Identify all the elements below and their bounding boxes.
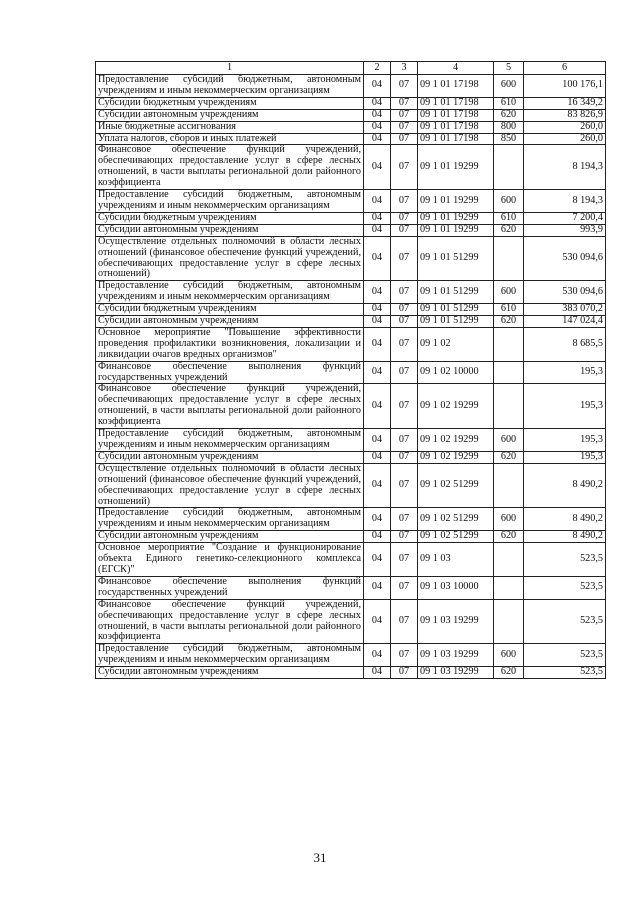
row-subsection-cell: 07 xyxy=(391,190,418,213)
row-section-cell: 04 xyxy=(364,121,391,133)
row-subsection-cell: 07 xyxy=(391,429,418,452)
row-section-cell: 04 xyxy=(364,281,391,304)
row-expense-type-cell: 610 xyxy=(494,304,524,316)
row-subsection-cell: 07 xyxy=(391,281,418,304)
row-section-cell: 04 xyxy=(364,576,391,599)
row-amount-cell: 383 070,2 xyxy=(524,304,606,316)
row-name-cell: Финансовое обеспечение функций учреждений, обеспечивающих предоставление услуг в сфере лесных отношений, в части выплаты региональной доли районного коэффициента xyxy=(96,384,364,429)
row-subsection-cell: 07 xyxy=(391,97,418,109)
table-row xyxy=(96,531,606,543)
row-name-cell: Субсидии автономным учреждениям xyxy=(96,316,364,328)
budget-table xyxy=(95,61,606,679)
row-subsection-cell: 07 xyxy=(391,599,418,644)
row-target-article-cell: 09 1 02 19299 xyxy=(418,384,494,429)
row-target-article-cell: 09 1 02 51299 xyxy=(418,531,494,543)
row-subsection-cell: 07 xyxy=(391,543,418,577)
table-row xyxy=(96,361,606,384)
row-name-cell: Субсидии автономным учреждениям xyxy=(96,451,364,463)
row-name-cell: Предоставление субсидий бюджетным, автономным учреждениям и иным некоммерческим организациям xyxy=(96,281,364,304)
row-subsection-cell: 07 xyxy=(391,304,418,316)
table-row xyxy=(96,384,606,429)
row-expense-type-cell xyxy=(494,236,524,281)
row-amount-cell: 523,5 xyxy=(524,576,606,599)
row-target-article-cell: 09 1 01 19299 xyxy=(418,190,494,213)
row-amount-cell: 260,0 xyxy=(524,133,606,145)
row-expense-type-cell xyxy=(494,384,524,429)
row-amount-cell: 993,9 xyxy=(524,224,606,236)
row-subsection-cell: 07 xyxy=(391,508,418,531)
table-row xyxy=(96,75,606,98)
row-section-cell: 04 xyxy=(364,644,391,667)
table-row xyxy=(96,451,606,463)
row-section-cell: 04 xyxy=(364,145,391,190)
row-name-cell: Предоставление субсидий бюджетным, автономным учреждениям и иным некоммерческим организациям xyxy=(96,75,364,98)
column-header: 6 xyxy=(524,62,606,75)
row-target-article-cell: 09 1 01 19299 xyxy=(418,212,494,224)
row-amount-cell: 523,5 xyxy=(524,644,606,667)
row-target-article-cell: 09 1 01 51299 xyxy=(418,316,494,328)
table-row xyxy=(96,109,606,121)
row-section-cell: 04 xyxy=(364,508,391,531)
row-expense-type-cell: 620 xyxy=(494,451,524,463)
table-row xyxy=(96,316,606,328)
row-target-article-cell: 09 1 01 17198 xyxy=(418,121,494,133)
row-target-article-cell: 09 1 01 17198 xyxy=(418,97,494,109)
row-subsection-cell: 07 xyxy=(391,384,418,429)
row-amount-cell: 195,3 xyxy=(524,384,606,429)
row-expense-type-cell xyxy=(494,543,524,577)
row-target-article-cell: 09 1 03 19299 xyxy=(418,599,494,644)
row-target-article-cell: 09 1 01 17198 xyxy=(418,75,494,98)
row-amount-cell: 100 176,1 xyxy=(524,75,606,98)
row-name-cell: Предоставление субсидий бюджетным, автономным учреждениям и иным некоммерческим организациям xyxy=(96,429,364,452)
row-target-article-cell: 09 1 02 10000 xyxy=(418,361,494,384)
row-subsection-cell: 07 xyxy=(391,576,418,599)
row-amount-cell: 8 685,5 xyxy=(524,327,606,361)
row-subsection-cell: 07 xyxy=(391,463,418,508)
row-section-cell: 04 xyxy=(364,316,391,328)
row-name-cell: Субсидии автономным учреждениям xyxy=(96,224,364,236)
table-row xyxy=(96,667,606,679)
row-expense-type-cell: 620 xyxy=(494,109,524,121)
table-row xyxy=(96,97,606,109)
row-expense-type-cell: 620 xyxy=(494,316,524,328)
row-target-article-cell: 09 1 01 19299 xyxy=(418,224,494,236)
row-expense-type-cell xyxy=(494,327,524,361)
row-expense-type-cell: 610 xyxy=(494,212,524,224)
table-row xyxy=(96,304,606,316)
table-row xyxy=(96,212,606,224)
column-header: 2 xyxy=(364,62,391,75)
row-subsection-cell: 07 xyxy=(391,236,418,281)
row-name-cell: Осуществление отдельных полномочий в области лесных отношений (финансовое обеспечение функций учреждений, обеспечивающих предоставление услуг в сфере лесных отношений) xyxy=(96,463,364,508)
row-name-cell: Предоставление субсидий бюджетным, автономным учреждениям и иным некоммерческим организациям xyxy=(96,190,364,213)
row-subsection-cell: 07 xyxy=(391,75,418,98)
row-amount-cell: 8 490,2 xyxy=(524,531,606,543)
column-header: 5 xyxy=(494,62,524,75)
row-expense-type-cell xyxy=(494,361,524,384)
table-row xyxy=(96,576,606,599)
row-name-cell: Финансовое обеспечение функций учреждений, обеспечивающих предоставление услуг в сфере лесных отношений, в части выплаты региональной доли районного коэффициента xyxy=(96,599,364,644)
row-amount-cell: 195,3 xyxy=(524,429,606,452)
row-expense-type-cell: 600 xyxy=(494,429,524,452)
table-row xyxy=(96,133,606,145)
row-expense-type-cell: 800 xyxy=(494,121,524,133)
row-name-cell: Субсидии автономным учреждениям xyxy=(96,109,364,121)
row-amount-cell: 8 490,2 xyxy=(524,463,606,508)
row-subsection-cell: 07 xyxy=(391,327,418,361)
row-amount-cell: 8 194,3 xyxy=(524,190,606,213)
table-row xyxy=(96,429,606,452)
row-name-cell: Основное мероприятие "Создание и функционирование объекта Единого генетико-селекционного комплекса (ЕГСК)" xyxy=(96,543,364,577)
row-name-cell: Основное мероприятие "Повышение эффективности проведения профилактики возникновения, локализации и ликвидации очагов вредных организмов" xyxy=(96,327,364,361)
column-header: 1 xyxy=(96,62,364,75)
row-target-article-cell: 09 1 02 19299 xyxy=(418,451,494,463)
row-subsection-cell: 07 xyxy=(391,451,418,463)
row-name-cell: Субсидии автономным учреждениям xyxy=(96,531,364,543)
row-name-cell: Субсидии автономным учреждениям xyxy=(96,667,364,679)
row-expense-type-cell: 600 xyxy=(494,644,524,667)
row-amount-cell: 530 094,6 xyxy=(524,236,606,281)
row-section-cell: 04 xyxy=(364,97,391,109)
row-subsection-cell: 07 xyxy=(391,531,418,543)
row-target-article-cell: 09 1 01 17198 xyxy=(418,109,494,121)
column-header: 3 xyxy=(391,62,418,75)
row-section-cell: 04 xyxy=(364,304,391,316)
row-section-cell: 04 xyxy=(364,429,391,452)
row-name-cell: Уплата налогов, сборов и иных платежей xyxy=(96,133,364,145)
row-name-cell: Предоставление субсидий бюджетным, автономным учреждениям и иным некоммерческим организациям xyxy=(96,644,364,667)
table-row xyxy=(96,644,606,667)
row-section-cell: 04 xyxy=(364,531,391,543)
table-row xyxy=(96,463,606,508)
table-row xyxy=(96,599,606,644)
row-amount-cell: 523,5 xyxy=(524,599,606,644)
row-subsection-cell: 07 xyxy=(391,644,418,667)
row-name-cell: Иные бюджетные ассигнования xyxy=(96,121,364,133)
row-name-cell: Субсидии бюджетным учреждениям xyxy=(96,97,364,109)
row-amount-cell: 83 826,9 xyxy=(524,109,606,121)
row-subsection-cell: 07 xyxy=(391,667,418,679)
row-section-cell: 04 xyxy=(364,327,391,361)
row-expense-type-cell: 600 xyxy=(494,281,524,304)
table-row xyxy=(96,224,606,236)
row-amount-cell: 16 349,2 xyxy=(524,97,606,109)
row-section-cell: 04 xyxy=(364,190,391,213)
row-expense-type-cell: 850 xyxy=(494,133,524,145)
row-expense-type-cell: 600 xyxy=(494,508,524,531)
table-body xyxy=(96,62,606,679)
row-subsection-cell: 07 xyxy=(391,212,418,224)
table-row xyxy=(96,327,606,361)
row-section-cell: 04 xyxy=(364,384,391,429)
row-name-cell: Осуществление отдельных полномочий в области лесных отношений (финансовое обеспечение функций учреждений, обеспечивающих предоставление услуг в сфере лесных отношений) xyxy=(96,236,364,281)
row-target-article-cell: 09 1 03 19299 xyxy=(418,667,494,679)
row-expense-type-cell xyxy=(494,145,524,190)
page-number: 31 xyxy=(313,850,327,865)
row-name-cell: Субсидии бюджетным учреждениям xyxy=(96,212,364,224)
table-row xyxy=(96,121,606,133)
row-amount-cell: 523,5 xyxy=(524,667,606,679)
row-target-article-cell: 09 1 02 51299 xyxy=(418,508,494,531)
row-subsection-cell: 07 xyxy=(391,109,418,121)
row-section-cell: 04 xyxy=(364,599,391,644)
row-section-cell: 04 xyxy=(364,463,391,508)
row-subsection-cell: 07 xyxy=(391,361,418,384)
row-section-cell: 04 xyxy=(364,236,391,281)
row-expense-type-cell: 620 xyxy=(494,667,524,679)
row-section-cell: 04 xyxy=(364,212,391,224)
row-expense-type-cell: 600 xyxy=(494,75,524,98)
row-amount-cell: 523,5 xyxy=(524,543,606,577)
table-row xyxy=(96,543,606,577)
row-section-cell: 04 xyxy=(364,361,391,384)
row-amount-cell: 195,3 xyxy=(524,451,606,463)
row-name-cell: Финансовое обеспечение функций учреждений, обеспечивающих предоставление услуг в сфере лесных отношений, в части выплаты региональной доли районного коэффициента xyxy=(96,145,364,190)
table-header-row xyxy=(96,62,606,75)
row-target-article-cell: 09 1 01 51299 xyxy=(418,281,494,304)
row-subsection-cell: 07 xyxy=(391,145,418,190)
row-target-article-cell: 09 1 02 51299 xyxy=(418,463,494,508)
row-section-cell: 04 xyxy=(364,109,391,121)
row-amount-cell: 8 194,3 xyxy=(524,145,606,190)
row-section-cell: 04 xyxy=(364,75,391,98)
table-row xyxy=(96,508,606,531)
row-target-article-cell: 09 1 01 51299 xyxy=(418,236,494,281)
row-target-article-cell: 09 1 02 19299 xyxy=(418,429,494,452)
row-target-article-cell: 09 1 03 19299 xyxy=(418,644,494,667)
row-target-article-cell: 09 1 02 xyxy=(418,327,494,361)
row-expense-type-cell xyxy=(494,463,524,508)
row-subsection-cell: 07 xyxy=(391,133,418,145)
row-target-article-cell: 09 1 03 10000 xyxy=(418,576,494,599)
row-subsection-cell: 07 xyxy=(391,121,418,133)
row-name-cell: Финансовое обеспечение выполнения функций государственных учреждений xyxy=(96,361,364,384)
table-row xyxy=(96,190,606,213)
row-amount-cell: 147 024,4 xyxy=(524,316,606,328)
row-name-cell: Финансовое обеспечение выполнения функций государственных учреждений xyxy=(96,576,364,599)
row-expense-type-cell xyxy=(494,576,524,599)
row-section-cell: 04 xyxy=(364,451,391,463)
row-section-cell: 04 xyxy=(364,133,391,145)
row-target-article-cell: 09 1 01 19299 xyxy=(418,145,494,190)
row-amount-cell: 260,0 xyxy=(524,121,606,133)
row-expense-type-cell: 620 xyxy=(494,531,524,543)
row-expense-type-cell xyxy=(494,599,524,644)
row-amount-cell: 530 094,6 xyxy=(524,281,606,304)
row-subsection-cell: 07 xyxy=(391,224,418,236)
row-subsection-cell: 07 xyxy=(391,316,418,328)
row-expense-type-cell: 610 xyxy=(494,97,524,109)
row-target-article-cell: 09 1 01 51299 xyxy=(418,304,494,316)
row-amount-cell: 7 200,4 xyxy=(524,212,606,224)
row-expense-type-cell: 620 xyxy=(494,224,524,236)
row-amount-cell: 8 490,2 xyxy=(524,508,606,531)
row-section-cell: 04 xyxy=(364,224,391,236)
row-target-article-cell: 09 1 03 xyxy=(418,543,494,577)
row-section-cell: 04 xyxy=(364,667,391,679)
row-amount-cell: 195,3 xyxy=(524,361,606,384)
table-row xyxy=(96,236,606,281)
row-section-cell: 04 xyxy=(364,543,391,577)
row-name-cell: Предоставление субсидий бюджетным, автономным учреждениям и иным некоммерческим организациям xyxy=(96,508,364,531)
row-name-cell: Субсидии бюджетным учреждениям xyxy=(96,304,364,316)
table-row xyxy=(96,145,606,190)
row-target-article-cell: 09 1 01 17198 xyxy=(418,133,494,145)
table-row xyxy=(96,281,606,304)
column-header: 4 xyxy=(418,62,494,75)
row-expense-type-cell: 600 xyxy=(494,190,524,213)
